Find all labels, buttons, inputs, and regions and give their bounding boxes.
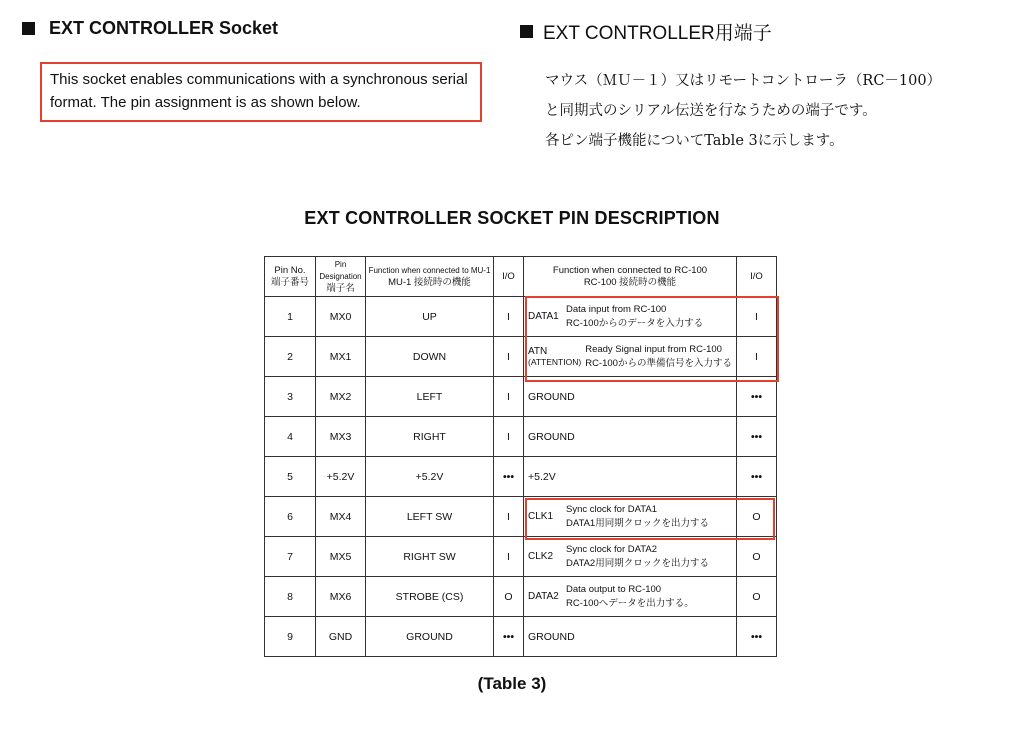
rc-function-en: Ready Signal input from RC-100: [585, 343, 722, 355]
cell-io: •••: [494, 457, 524, 497]
heading-en-text: EXT CONTROLLER Socket: [49, 18, 279, 38]
cell-io-2: •••: [737, 417, 777, 457]
table-title: EXT CONTROLLER SOCKET PIN DESCRIPTION: [304, 208, 720, 228]
table-header-row: [265, 257, 777, 297]
cell-designation: MX3: [316, 417, 366, 457]
square-bullet-icon: [22, 22, 35, 35]
cell-pin: 6: [265, 497, 316, 537]
description-jp-line: 各ピン端子機能についてTable 3に示します。: [545, 133, 844, 149]
heading-jp-text: EXT CONTROLLER用端子: [543, 23, 772, 44]
cell-designation: MX0: [316, 297, 366, 337]
description-en: This socket enables communications with a synchronous serial format. The pin assignment is as shown below.: [40, 62, 482, 122]
header-designation: Pin Designation 端子名: [316, 257, 366, 297]
cell-io-2: •••: [737, 617, 777, 657]
cell-io-2: •••: [737, 457, 777, 497]
cell-pin: 8: [265, 577, 316, 617]
cell-pin: 2: [265, 337, 316, 377]
cell-io: I: [494, 537, 524, 577]
table-row: [265, 537, 777, 577]
cell-io: •••: [494, 617, 524, 657]
rc-function-en: Sync clock for DATA1: [566, 503, 657, 515]
cell-rc-function: +5.2V: [524, 457, 737, 497]
cell-io: I: [494, 497, 524, 537]
signal-name-full: (ATTENTION): [528, 357, 582, 367]
rc-function-jp: RC-100からのデータを入力する: [566, 317, 704, 329]
cell-rc-function: GROUND: [524, 377, 737, 417]
signal-name: CLK1: [528, 511, 554, 522]
table-row: [265, 377, 777, 417]
cell-io-2: O: [737, 537, 777, 577]
cell-io-2: O: [737, 497, 777, 537]
cell-io-2: •••: [737, 377, 777, 417]
cell-io: I: [494, 377, 524, 417]
rc-function-jp: DATA1用同期クロックを出力する: [566, 517, 710, 529]
cell-designation: MX4: [316, 497, 366, 537]
rc-function-en: Data input from RC-100: [566, 303, 667, 315]
cell-designation: MX6: [316, 577, 366, 617]
header-pin-no: Pin No. 端子番号: [265, 257, 316, 297]
highlight-box-clk1-row: [525, 498, 775, 540]
cell-io: I: [494, 337, 524, 377]
table-row: [265, 617, 777, 657]
cell-designation: GND: [316, 617, 366, 657]
header-mu1-function: Function when connected to MU-1 MU-1 接続時の機能: [366, 257, 494, 297]
cell-io: O: [494, 577, 524, 617]
table-row: [265, 417, 777, 457]
cell-mu1-function: RIGHT: [366, 417, 494, 457]
cell-mu1-function: +5.2V: [366, 457, 494, 497]
rc-function-jp: DATA2用同期クロックを出力する: [566, 557, 710, 569]
cell-rc-function: GROUND: [524, 617, 737, 657]
table-row: [265, 457, 777, 497]
description-jp-line: マウス（ＭＵ－１）又はリモートコントローラ（RC－100）: [545, 73, 942, 89]
cell-mu1-function: LEFT SW: [366, 497, 494, 537]
rc-function-jp: RC-100へデータを出力する。: [566, 597, 694, 609]
cell-mu1-function: RIGHT SW: [366, 537, 494, 577]
description-jp-line: と同期式のシリアル伝送を行なうための端子です。: [545, 103, 877, 119]
signal-name: CLK2: [528, 551, 554, 562]
cell-io: I: [494, 297, 524, 337]
cell-pin: 1: [265, 297, 316, 337]
cell-io-2: I: [737, 297, 777, 337]
cell-mu1-function: STROBE (CS): [366, 577, 494, 617]
rc-function-en: Sync clock for DATA2: [566, 543, 657, 555]
signal-name: ATN: [528, 346, 548, 357]
cell-rc-function: [524, 577, 737, 617]
cell-pin: 3: [265, 377, 316, 417]
cell-io-2: I: [737, 337, 777, 377]
cell-rc-function: [524, 537, 737, 577]
square-bullet-icon: [520, 25, 533, 38]
header-rc-function: Function when connected to RC-100 RC-100 接続時の機能: [524, 257, 737, 297]
rc-function-en: Data output to RC-100: [566, 583, 662, 595]
rc-function-jp: RC-100からの準備信号を入力する: [585, 357, 732, 369]
cell-io: I: [494, 417, 524, 457]
signal-name: DATA1: [528, 311, 559, 322]
header-io: I/O: [494, 257, 524, 297]
section-heading-jp: [520, 18, 772, 45]
cell-designation: +5.2V: [316, 457, 366, 497]
signal-name: DATA2: [528, 591, 559, 602]
cell-mu1-function: LEFT: [366, 377, 494, 417]
cell-rc-function: GROUND: [524, 417, 737, 457]
section-heading-en: [22, 18, 278, 39]
cell-pin: 7: [265, 537, 316, 577]
cell-designation: MX2: [316, 377, 366, 417]
cell-pin: 5: [265, 457, 316, 497]
highlight-box-data-rows: [525, 296, 779, 382]
cell-mu1-function: GROUND: [366, 617, 494, 657]
cell-io-2: O: [737, 577, 777, 617]
cell-pin: 9: [265, 617, 316, 657]
cell-pin: 4: [265, 417, 316, 457]
table-caption: (Table 3): [477, 674, 547, 693]
cell-designation: MX5: [316, 537, 366, 577]
header-io-2: I/O: [737, 257, 777, 297]
cell-mu1-function: UP: [366, 297, 494, 337]
cell-designation: MX1: [316, 337, 366, 377]
cell-mu1-function: DOWN: [366, 337, 494, 377]
table-row: [265, 577, 777, 617]
description-jp: [545, 66, 1005, 156]
